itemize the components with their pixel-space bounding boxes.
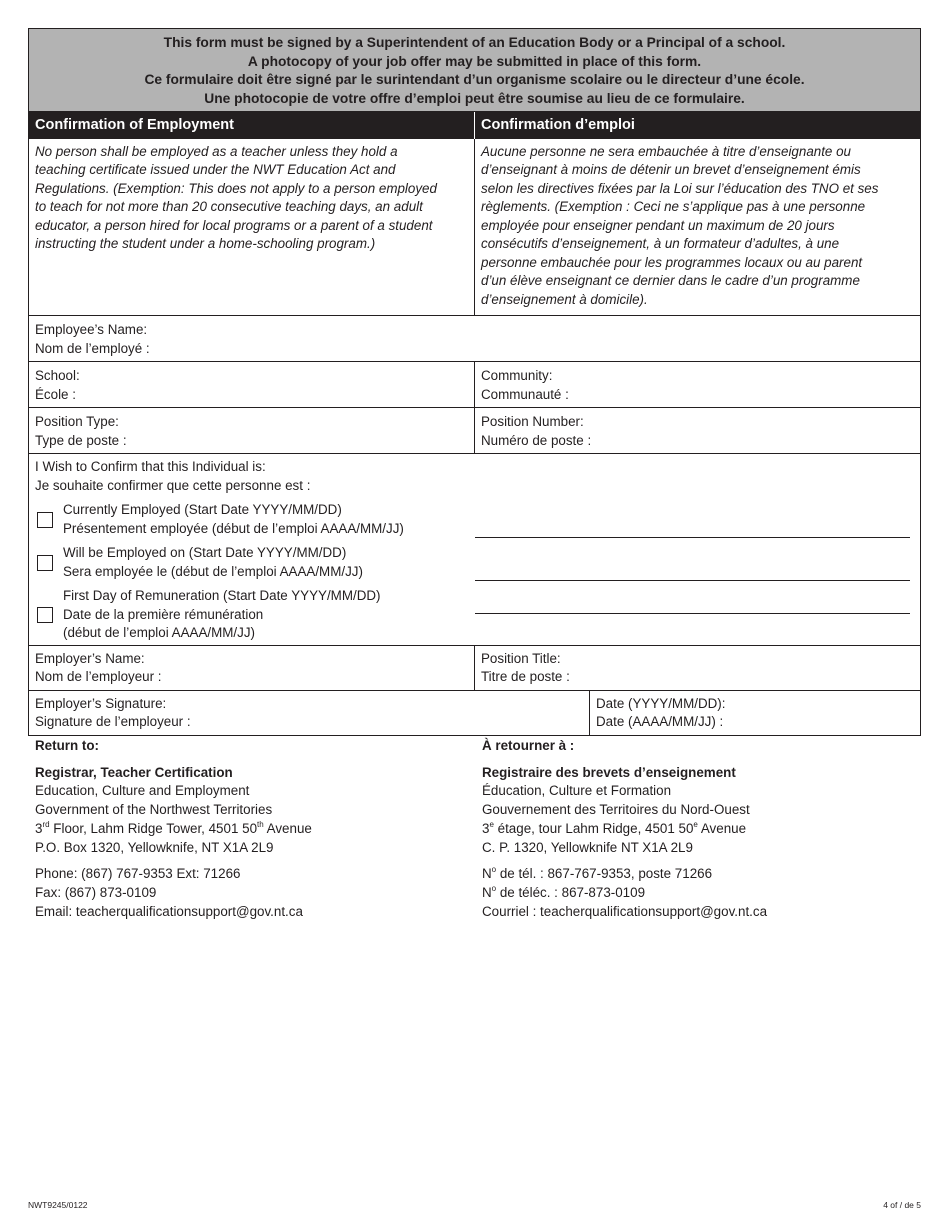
position-number-field[interactable]	[475, 408, 920, 453]
community-label-fr: Communauté :	[481, 386, 569, 402]
po-box-fr: C. P. 1320, Yellowknife NT X1A 2L9	[482, 839, 693, 855]
position-title-field[interactable]	[475, 646, 920, 690]
fax-en: Fax: (867) 873-0109	[35, 884, 157, 900]
employer-name-label-fr: Nom de l’employeur :	[35, 669, 162, 684]
position-type-label-fr: Type de poste :	[35, 432, 127, 448]
employer-row	[29, 645, 920, 690]
confirm-intro-en: I Wish to Confirm that this Individual is:	[35, 459, 266, 474]
government-en: Government of the Northwest Territories	[35, 802, 273, 818]
banner-line: Ce formulaire doit être signé par le surintendant d’un organisme scolaire ou le directeur d’une école.	[144, 72, 805, 87]
po-box-en: P.O. Box 1320, Yellowknife, NT X1A 2L9	[35, 839, 274, 855]
email-fr[interactable]: Courriel : teacherqualificationsupport@gov.nt.ca	[482, 903, 768, 919]
position-number-label-en: Position Number:	[481, 414, 584, 429]
street-address-fr: 3e étage, tour Lahm Ridge, 4501 50e Avenue	[482, 819, 747, 836]
email-en[interactable]: Email: teacherqualificationsupport@gov.nt.ca	[35, 903, 303, 919]
registrar-title-fr: Registraire des brevets d’enseignement	[482, 764, 736, 780]
government-fr: Gouvernement des Territoires du Nord-Ouest	[482, 802, 750, 818]
employee-name-label-en: Employee’s Name:	[35, 322, 148, 337]
position-type-label-en: Position Type:	[35, 414, 119, 429]
banner-line: A photocopy of your job offer may be submitted in place of this form.	[247, 53, 702, 69]
date-label-fr: Date (AAAA/MM/JJ) :	[596, 714, 724, 729]
return-address-fr	[482, 737, 902, 921]
notice-fr: Aucune personne ne sera embauchée à titre d’enseignante ou d’enseignant à moins de détenir un brevet d’enseignement émis selon les directives fixées par la Loi sur l’éducation des TNO et ses règlements. (Exemption : Ceci ne s’applique pas à une personne employée pour enseigner pendant un maximum de 20 jours consécutifs d’enseignement, à un formateur d’adultes, à une personne embauchée pour les programmes locaux ou au parent d’un élève enseignant ce dernier dans le cadre d’un programme d’enseignement à domicile).	[481, 143, 879, 307]
banner-line: This form must be signed by a Superintendent of an Education Body or a Principal of a school.	[163, 35, 786, 50]
form-code: NWT9245/0122	[28, 1200, 88, 1210]
school-label-fr: École :	[35, 386, 76, 402]
employee-name-field[interactable]	[29, 315, 920, 361]
option-first-day-remuneration: First Day of Remuneration (Start Date YYYY/MM/DD) Date de la première rémunération (début de l’emploi AAAA/MM/JJ)	[35, 587, 914, 643]
community-field[interactable]	[475, 362, 920, 407]
section-header	[29, 112, 920, 139]
return-address-en	[35, 737, 482, 921]
checkbox-will-be-employed[interactable]	[37, 555, 53, 571]
position-number-label-fr: Numéro de poste :	[481, 432, 592, 448]
registrar-title-en: Registrar, Teacher Certification	[35, 764, 233, 780]
position-type-field[interactable]	[29, 408, 475, 453]
section-title-en: Confirmation of Employment	[29, 112, 475, 139]
date-field[interactable]	[590, 691, 920, 735]
employer-signature-field[interactable]	[29, 691, 590, 735]
department-fr: Éducation, Culture et Formation	[482, 783, 672, 799]
page-number: 4 of / de 5	[883, 1200, 921, 1210]
employer-name-field[interactable]	[29, 646, 475, 690]
start-date-line-first-day-remuneration[interactable]	[475, 587, 910, 614]
phone-en: Phone: (867) 767-9353 Ext: 71266	[35, 866, 241, 882]
date-label-en: Date (YYYY/MM/DD):	[596, 695, 726, 711]
option-currently-employed: Currently Employed (Start Date YYYY/MM/DD) Présentement employée (début de l’emploi AAAA/MM/JJ)	[35, 501, 914, 538]
employment-status-section	[29, 453, 920, 645]
return-heading-fr: À retourner à :	[482, 738, 575, 753]
return-heading-en: Return to:	[35, 738, 99, 753]
school-community-row	[29, 361, 920, 407]
school-label-en: School:	[35, 368, 80, 383]
phone-fr: $N^o$ de tél. : 867-767-9353, poste 71266	[482, 865, 713, 882]
signature-row	[29, 690, 920, 735]
start-date-line-currently-employed[interactable]	[475, 501, 910, 538]
notice-en: No person shall be employed as a teacher unless they hold a teaching certificate issued under the NWT Education Act and Regulations. (Exemption: This does not apply to a person employed to teach for not more than 20 consecutive teaching days, an adult educator, a person hired for local programs or a parent of a student instructing the student under a home-schooling program.)	[29, 139, 475, 316]
section-title-fr: Confirmation d’emploi	[481, 117, 635, 133]
position-title-label-en: Position Title:	[481, 650, 561, 666]
signature-label-en: Employer’s Signature:	[35, 695, 167, 711]
confirmation-form	[28, 28, 921, 736]
position-title-label-fr: Titre de poste :	[481, 669, 570, 684]
option-will-be-employed: Will be Employed on (Start Date YYYY/MM/DD) Sera employée le (début de l’emploi AAAA/MM/JJ)	[35, 544, 914, 581]
form-instructions-banner	[29, 29, 920, 112]
fax-fr: $N^o$ de téléc. : 867-873-0109	[482, 883, 646, 900]
department-en: Education, Culture and Employment	[35, 783, 250, 799]
school-field[interactable]	[29, 362, 475, 407]
position-row	[29, 407, 920, 453]
checkbox-currently-employed[interactable]	[37, 512, 53, 528]
checkbox-first-day-remuneration[interactable]	[37, 607, 53, 623]
employer-name-label-en: Employer’s Name:	[35, 650, 145, 666]
street-address-en: 3rd Floor, Lahm Ridge Tower, 4501 50th Avenue	[35, 819, 312, 836]
confirm-intro-fr: Je souhaite confirmer que cette personne est :	[35, 477, 311, 493]
community-label-en: Community:	[481, 368, 553, 383]
signature-label-fr: Signature de l’employeur :	[35, 714, 191, 729]
banner-line: Une photocopie de votre offre d’emploi peut être soumise au lieu de ce formulaire.	[204, 90, 745, 106]
start-date-line-will-be-employed[interactable]	[475, 544, 910, 581]
employee-name-label-fr: Nom de l’employé :	[35, 340, 150, 356]
return-address-section	[35, 737, 905, 921]
eligibility-notice	[29, 139, 920, 316]
